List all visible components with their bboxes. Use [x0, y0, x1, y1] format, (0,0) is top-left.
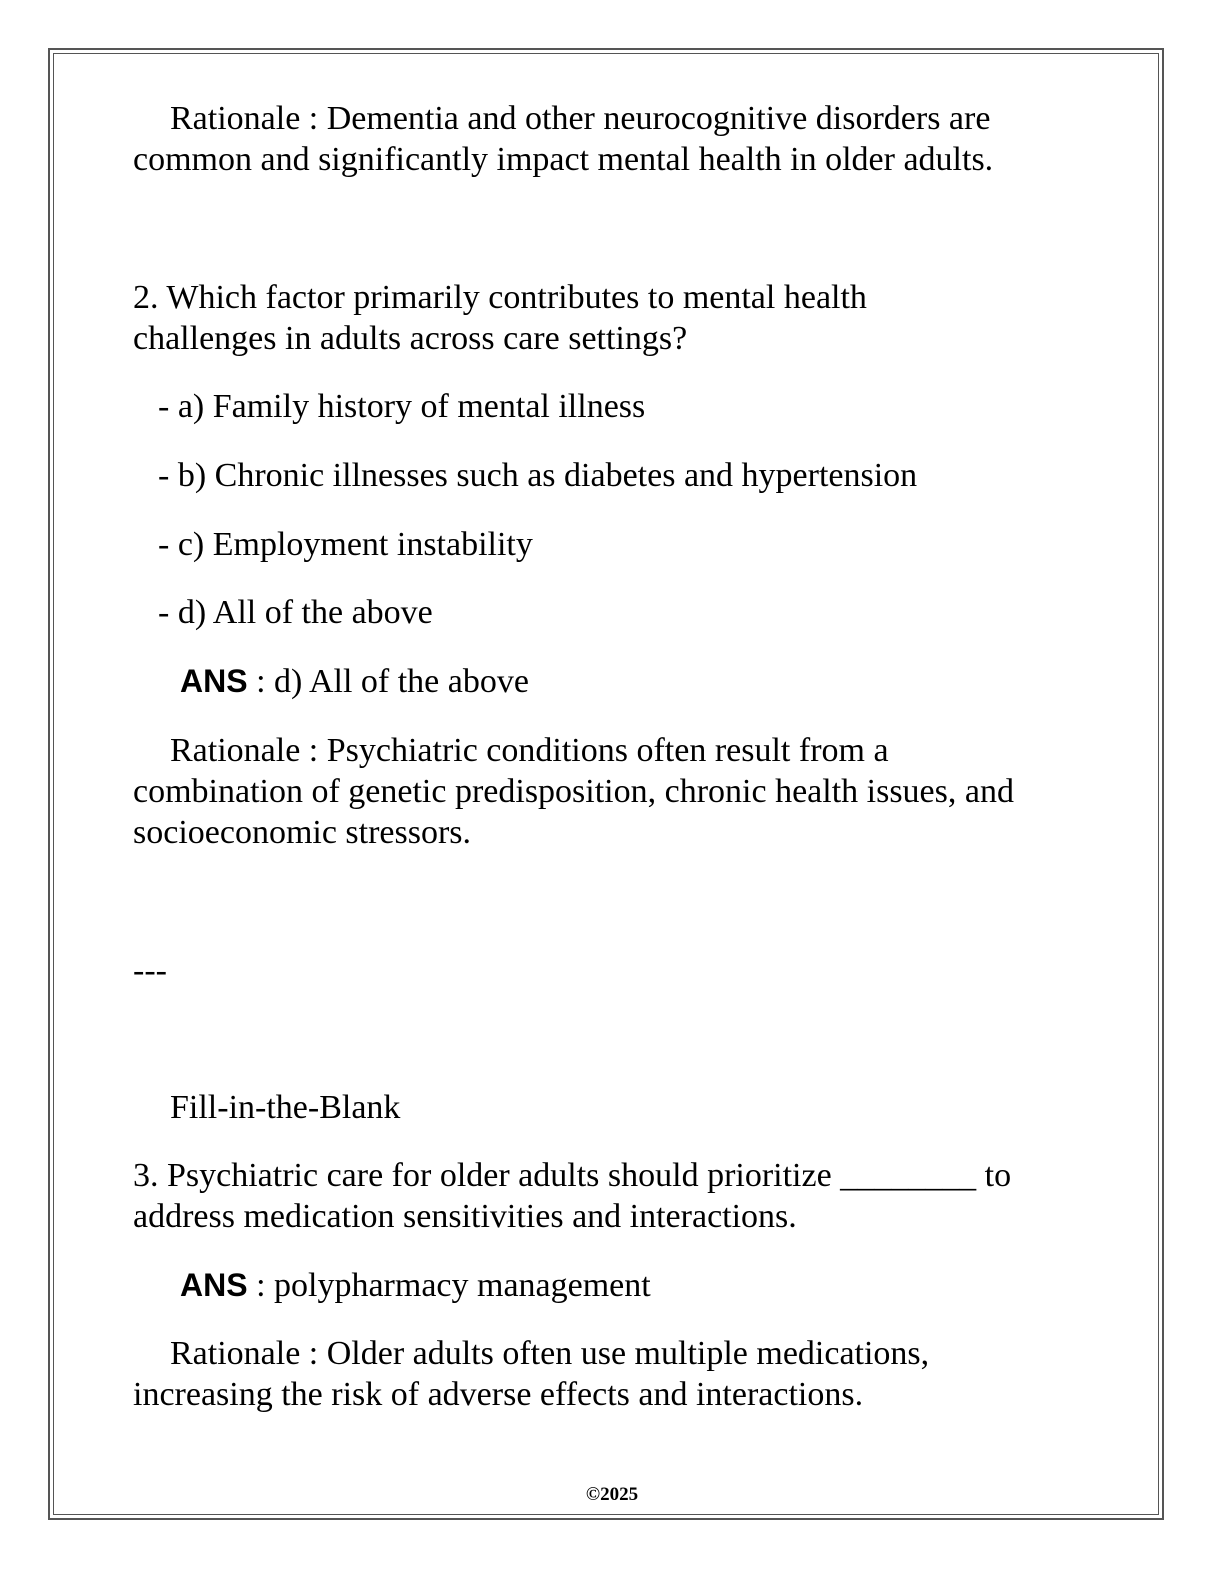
- q2-answer-label: ANS: [180, 663, 248, 699]
- q3-rationale-line1: Rationale : Older adults often use multiple medications,: [170, 1335, 930, 1372]
- q3-answer-label: ANS: [180, 1267, 248, 1303]
- q2-question-line2: challenges in adults across care settings?: [133, 320, 688, 357]
- q2-option-a: - a) Family history of mental illness: [158, 388, 646, 425]
- q2-question-line1: 2. Which factor primarily contributes to mental health: [133, 279, 867, 316]
- q2-rationale-line3: socioeconomic stressors.: [133, 814, 472, 851]
- q2-option-b: - b) Chronic illnesses such as diabetes and hypertension: [158, 457, 918, 494]
- q3-question-line1: 3. Psychiatric care for older adults should prioritize ________ to: [133, 1157, 1012, 1194]
- q1-rationale-line1: Rationale : Dementia and other neurocognitive disorders are: [170, 100, 991, 137]
- q2-rationale-line1: Rationale : Psychiatric conditions often result from a: [170, 732, 889, 769]
- q3-rationale-line2: increasing the risk of adverse effects and interactions.: [133, 1376, 864, 1413]
- q2-option-c: - c) Employment instability: [158, 526, 533, 563]
- q2-answer-text: : d) All of the above: [247, 663, 529, 700]
- q1-rationale-line2: common and significantly impact mental health in older adults.: [133, 141, 994, 178]
- q3-answer-text: : polypharmacy management: [247, 1267, 651, 1304]
- q2-answer: [180, 661, 529, 702]
- copyright-footer: ©2025: [585, 1484, 639, 1505]
- q3-question-line2: address medication sensitivities and interactions.: [133, 1198, 797, 1235]
- section-separator: ---: [133, 952, 167, 989]
- section-heading: Fill-in-the-Blank: [170, 1089, 401, 1126]
- q2-rationale-line2: combination of genetic predisposition, chronic health issues, and: [133, 773, 1014, 810]
- q2-option-d: - d) All of the above: [158, 594, 433, 631]
- q3-answer: [180, 1265, 651, 1306]
